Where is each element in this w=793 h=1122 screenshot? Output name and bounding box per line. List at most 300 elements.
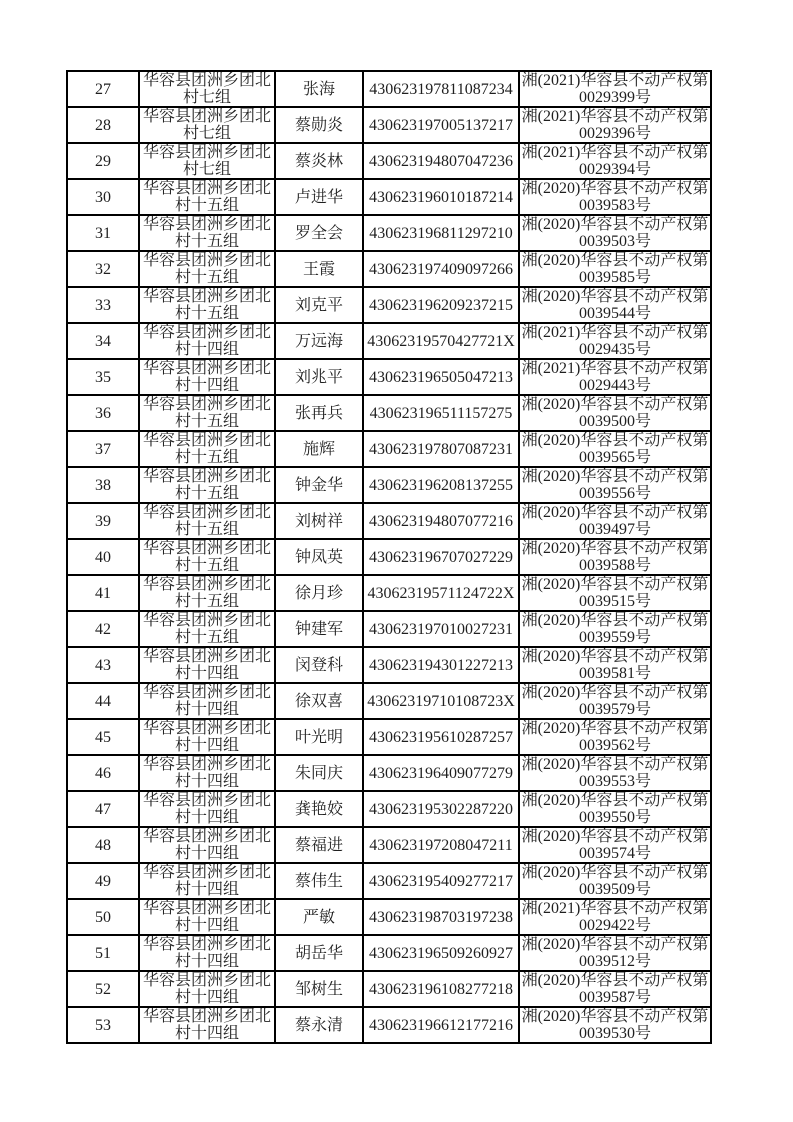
name-cell-line: 张再兵 — [294, 404, 343, 422]
row-number-cell-line: 51 — [95, 944, 111, 962]
certificate-cell-line: 湘(2020)华容县不动产权第 — [521, 576, 709, 593]
id-number-cell — [363, 503, 519, 539]
table-row — [67, 683, 711, 719]
address-cell — [139, 755, 275, 791]
id-number-cell-line: 430623196108277218 — [369, 980, 513, 998]
address-cell-line: 华容县团洲乡团北 — [142, 612, 271, 629]
row-number-cell — [67, 971, 139, 1007]
certificate-cell-line: 湘(2020)华容县不动产权第 — [521, 756, 709, 773]
address-cell — [139, 395, 275, 431]
table-row — [67, 1007, 711, 1043]
row-number-cell — [67, 71, 139, 107]
id-number-cell-line: 430623196612177216 — [369, 1016, 513, 1034]
certificate-cell-line: 0029394号 — [578, 161, 651, 178]
address-cell-line: 华容县团洲乡团北 — [142, 1008, 271, 1025]
row-number-cell-line: 28 — [95, 116, 111, 134]
id-number-cell — [363, 71, 519, 107]
table-row — [67, 575, 711, 611]
address-cell-line: 村十四组 — [174, 989, 239, 1006]
table-row — [67, 395, 711, 431]
row-number-cell — [67, 179, 139, 215]
row-number-cell — [67, 395, 139, 431]
address-cell — [139, 71, 275, 107]
certificate-cell-line: 0039512号 — [578, 953, 651, 970]
certificate-cell-line: 湘(2020)华容县不动产权第 — [521, 504, 709, 521]
certificate-cell-line: 湘(2020)华容县不动产权第 — [521, 684, 709, 701]
row-number-cell-line: 42 — [95, 620, 111, 638]
row-number-cell — [67, 539, 139, 575]
row-number-cell-line: 46 — [95, 764, 111, 782]
address-cell — [139, 359, 275, 395]
row-number-cell — [67, 611, 139, 647]
address-cell-line: 华容县团洲乡团北 — [142, 540, 271, 557]
row-number-cell-line: 30 — [95, 188, 111, 206]
row-number-cell — [67, 467, 139, 503]
name-cell — [275, 503, 363, 539]
address-cell-line: 村十四组 — [174, 377, 239, 394]
certificate-cell — [519, 935, 711, 971]
row-number-cell — [67, 1007, 139, 1043]
row-number-cell — [67, 935, 139, 971]
row-number-cell-line: 41 — [95, 584, 111, 602]
table-row — [67, 359, 711, 395]
certificate-cell-line: 0039556号 — [578, 485, 651, 502]
address-cell-line: 华容县团洲乡团北 — [142, 216, 271, 233]
table-row — [67, 323, 711, 359]
certificate-cell-line: 0039585号 — [578, 269, 651, 286]
table-row — [67, 251, 711, 287]
id-number-cell — [363, 575, 519, 611]
address-cell-line: 村十四组 — [174, 341, 239, 358]
address-cell — [139, 611, 275, 647]
address-cell-line: 华容县团洲乡团北 — [142, 972, 271, 989]
id-number-cell — [363, 971, 519, 1007]
certificate-cell — [519, 179, 711, 215]
row-number-cell — [67, 323, 139, 359]
name-cell-line: 卢进华 — [294, 188, 343, 206]
certificate-cell-line: 0039553号 — [578, 773, 651, 790]
name-cell-line: 蔡福进 — [294, 836, 343, 854]
row-number-cell-line: 49 — [95, 872, 111, 890]
name-cell — [275, 431, 363, 467]
certificate-cell-line: 0039500号 — [578, 413, 651, 430]
row-number-cell-line: 47 — [95, 800, 111, 818]
certificate-cell-line: 0039562号 — [578, 737, 651, 754]
row-number-cell — [67, 827, 139, 863]
id-number-cell-line: 430623197811087234 — [369, 80, 513, 98]
address-cell-line: 村十五组 — [174, 557, 239, 574]
certificate-cell-line: 0039588号 — [578, 557, 651, 574]
row-number-cell-line: 31 — [95, 224, 111, 242]
address-cell-line: 华容县团洲乡团北 — [142, 576, 271, 593]
certificate-cell-line: 湘(2020)华容县不动产权第 — [521, 432, 709, 449]
address-cell — [139, 863, 275, 899]
name-cell-line: 朱同庆 — [294, 764, 343, 782]
row-number-cell — [67, 251, 139, 287]
id-number-cell — [363, 179, 519, 215]
table-row — [67, 467, 711, 503]
id-number-cell-line: 43062319570427721X — [367, 332, 515, 350]
id-number-cell-line: 430623196509260927 — [369, 944, 513, 962]
row-number-cell — [67, 359, 139, 395]
id-number-cell — [363, 791, 519, 827]
address-cell-line: 村十五组 — [174, 233, 239, 250]
name-cell — [275, 539, 363, 575]
address-cell-line: 村十四组 — [174, 845, 239, 862]
name-cell — [275, 323, 363, 359]
certificate-cell-line: 0039559号 — [578, 629, 651, 646]
row-number-cell — [67, 719, 139, 755]
id-number-cell-line: 430623196209237215 — [369, 296, 513, 314]
id-number-cell — [363, 647, 519, 683]
row-number-cell — [67, 215, 139, 251]
id-number-cell-line: 430623197409097266 — [369, 260, 513, 278]
id-number-cell-line: 430623194807047236 — [369, 152, 513, 170]
certificate-cell-line: 湘(2020)华容县不动产权第 — [521, 1008, 709, 1025]
name-cell-line: 龚艳姣 — [294, 800, 343, 818]
address-cell-line: 华容县团洲乡团北 — [142, 648, 271, 665]
address-cell — [139, 251, 275, 287]
row-number-cell — [67, 755, 139, 791]
address-cell — [139, 431, 275, 467]
row-number-cell — [67, 503, 139, 539]
certificate-cell-line: 湘(2020)华容县不动产权第 — [521, 288, 709, 305]
certificate-cell — [519, 863, 711, 899]
name-cell-line: 叶光明 — [294, 728, 343, 746]
certificate-cell-line: 湘(2021)华容县不动产权第 — [521, 324, 709, 341]
address-cell — [139, 575, 275, 611]
id-number-cell — [363, 719, 519, 755]
name-cell — [275, 143, 363, 179]
address-cell — [139, 467, 275, 503]
row-number-cell — [67, 287, 139, 323]
address-cell-line: 华容县团洲乡团北 — [142, 180, 271, 197]
id-number-cell-line: 430623198703197238 — [369, 908, 513, 926]
name-cell — [275, 395, 363, 431]
address-cell — [139, 503, 275, 539]
address-cell-line: 华容县团洲乡团北 — [142, 900, 271, 917]
certificate-cell-line: 湘(2021)华容县不动产权第 — [521, 360, 709, 377]
name-cell-line: 蔡永清 — [294, 1016, 343, 1034]
certificate-cell-line: 湘(2020)华容县不动产权第 — [521, 792, 709, 809]
address-cell-line: 村十五组 — [174, 449, 239, 466]
name-cell — [275, 791, 363, 827]
certificate-cell-line: 湘(2020)华容县不动产权第 — [521, 216, 709, 233]
address-cell-line: 华容县团洲乡团北 — [142, 360, 271, 377]
id-number-cell-line: 430623197010027231 — [369, 620, 513, 638]
row-number-cell-line: 43 — [95, 656, 111, 674]
certificate-cell — [519, 143, 711, 179]
certificate-cell-line: 0039587号 — [578, 989, 651, 1006]
address-cell-line: 村十五组 — [174, 197, 239, 214]
address-cell — [139, 827, 275, 863]
address-cell-line: 华容县团洲乡团北 — [142, 792, 271, 809]
address-cell-line: 村十五组 — [174, 521, 239, 538]
certificate-cell-line: 0039574号 — [578, 845, 651, 862]
id-number-cell-line: 430623196505047213 — [369, 368, 513, 386]
id-number-cell-line: 430623196208137255 — [369, 476, 513, 494]
table-row — [67, 143, 711, 179]
address-cell-line: 村十四组 — [174, 773, 239, 790]
id-number-cell — [363, 395, 519, 431]
id-number-cell — [363, 899, 519, 935]
table-row — [67, 503, 711, 539]
certificate-cell-line: 0029422号 — [578, 917, 651, 934]
address-cell — [139, 215, 275, 251]
name-cell-line: 徐双喜 — [294, 692, 343, 710]
certificate-cell-line: 湘(2020)华容县不动产权第 — [521, 648, 709, 665]
id-number-cell — [363, 863, 519, 899]
id-number-cell — [363, 323, 519, 359]
address-cell-line: 华容县团洲乡团北 — [142, 684, 271, 701]
row-number-cell-line: 53 — [95, 1016, 111, 1034]
row-number-cell-line: 37 — [95, 440, 111, 458]
address-cell — [139, 539, 275, 575]
table-row — [67, 179, 711, 215]
row-number-cell-line: 36 — [95, 404, 111, 422]
name-cell — [275, 935, 363, 971]
address-cell-line: 村十五组 — [174, 305, 239, 322]
address-cell-line: 村十四组 — [174, 701, 239, 718]
certificate-cell — [519, 467, 711, 503]
address-cell-line: 华容县团洲乡团北 — [142, 828, 271, 845]
id-number-cell — [363, 935, 519, 971]
name-cell-line: 徐月珍 — [294, 584, 343, 602]
certificate-cell — [519, 323, 711, 359]
row-number-cell-line: 33 — [95, 296, 111, 314]
address-cell — [139, 791, 275, 827]
address-cell-line: 华容县团洲乡团北 — [142, 504, 271, 521]
name-cell-line: 胡岳华 — [294, 944, 343, 962]
row-number-cell-line: 32 — [95, 260, 111, 278]
address-cell-line: 村七组 — [182, 125, 231, 142]
address-cell — [139, 647, 275, 683]
name-cell — [275, 683, 363, 719]
name-cell — [275, 899, 363, 935]
certificate-cell-line: 0029396号 — [578, 125, 651, 142]
address-cell-line: 华容县团洲乡团北 — [142, 72, 271, 89]
certificate-cell — [519, 719, 711, 755]
address-cell-line: 华容县团洲乡团北 — [142, 864, 271, 881]
name-cell — [275, 71, 363, 107]
address-cell-line: 华容县团洲乡团北 — [142, 432, 271, 449]
id-number-cell — [363, 143, 519, 179]
id-number-cell-line: 430623196409077279 — [369, 764, 513, 782]
address-cell-line: 村十四组 — [174, 737, 239, 754]
table-body — [67, 71, 711, 1043]
certificate-cell-line: 湘(2020)华容县不动产权第 — [521, 540, 709, 557]
id-number-cell — [363, 467, 519, 503]
row-number-cell-line: 40 — [95, 548, 111, 566]
row-number-cell-line: 45 — [95, 728, 111, 746]
id-number-cell-line: 430623195302287220 — [369, 800, 513, 818]
id-number-cell-line: 430623196010187214 — [369, 188, 513, 206]
id-number-cell-line: 430623196811297210 — [369, 224, 513, 242]
name-cell-line: 施辉 — [302, 440, 335, 458]
certificate-cell-line: 湘(2020)华容县不动产权第 — [521, 468, 709, 485]
certificate-cell-line: 0039581号 — [578, 665, 651, 682]
certificate-cell — [519, 287, 711, 323]
address-cell-line: 华容县团洲乡团北 — [142, 720, 271, 737]
id-number-cell-line: 430623194807077216 — [369, 512, 513, 530]
id-number-cell — [363, 611, 519, 647]
table-row — [67, 827, 711, 863]
certificate-cell — [519, 683, 711, 719]
name-cell — [275, 215, 363, 251]
name-cell-line: 蔡炎林 — [294, 152, 343, 170]
certificate-cell — [519, 359, 711, 395]
id-number-cell — [363, 1007, 519, 1043]
row-number-cell-line: 44 — [95, 692, 111, 710]
row-number-cell — [67, 899, 139, 935]
name-cell — [275, 827, 363, 863]
certificate-cell — [519, 215, 711, 251]
address-cell-line: 村七组 — [182, 161, 231, 178]
certificate-cell-line: 湘(2021)华容县不动产权第 — [521, 72, 709, 89]
address-cell-line: 村十四组 — [174, 953, 239, 970]
address-cell — [139, 323, 275, 359]
id-number-cell — [363, 431, 519, 467]
table-row — [67, 107, 711, 143]
id-number-cell-line: 430623197807087231 — [369, 440, 513, 458]
certificate-cell-line: 0039583号 — [578, 197, 651, 214]
name-cell-line: 钟金华 — [294, 476, 343, 494]
certificate-cell — [519, 503, 711, 539]
certificate-cell-line: 0039509号 — [578, 881, 651, 898]
certificate-cell-line: 0039497号 — [578, 521, 651, 538]
certificate-cell — [519, 647, 711, 683]
table-row — [67, 971, 711, 1007]
id-number-cell — [363, 287, 519, 323]
address-cell-line: 华容县团洲乡团北 — [142, 936, 271, 953]
certificate-cell-line: 湘(2021)华容县不动产权第 — [521, 900, 709, 917]
address-cell-line: 华容县团洲乡团北 — [142, 108, 271, 125]
address-cell — [139, 935, 275, 971]
certificate-cell-line: 湘(2020)华容县不动产权第 — [521, 936, 709, 953]
address-cell-line: 华容县团洲乡团北 — [142, 756, 271, 773]
certificate-cell — [519, 755, 711, 791]
table-row — [67, 647, 711, 683]
name-cell-line: 张海 — [302, 80, 335, 98]
certificate-cell-line: 湘(2020)华容县不动产权第 — [521, 864, 709, 881]
certificate-cell — [519, 431, 711, 467]
table-row — [67, 755, 711, 791]
address-cell — [139, 143, 275, 179]
name-cell — [275, 179, 363, 215]
row-number-cell — [67, 431, 139, 467]
row-number-cell — [67, 575, 139, 611]
table-row — [67, 71, 711, 107]
certificate-cell — [519, 827, 711, 863]
row-number-cell-line: 35 — [95, 368, 111, 386]
row-number-cell — [67, 107, 139, 143]
address-cell — [139, 683, 275, 719]
name-cell — [275, 611, 363, 647]
name-cell-line: 刘克平 — [294, 296, 343, 314]
certificate-cell-line: 湘(2020)华容县不动产权第 — [521, 828, 709, 845]
certificate-cell-line: 0029399号 — [578, 89, 651, 106]
address-cell-line: 村十四组 — [174, 809, 239, 826]
id-number-cell-line: 430623196511157275 — [369, 404, 513, 422]
address-cell-line: 华容县团洲乡团北 — [142, 144, 271, 161]
address-cell-line: 村十五组 — [174, 593, 239, 610]
address-cell-line: 村十四组 — [174, 881, 239, 898]
certificate-cell — [519, 791, 711, 827]
name-cell-line: 严敏 — [302, 908, 335, 926]
certificate-cell — [519, 395, 711, 431]
table-row — [67, 719, 711, 755]
table-row — [67, 287, 711, 323]
address-cell-line: 村十五组 — [174, 413, 239, 430]
address-cell — [139, 1007, 275, 1043]
certificate-cell — [519, 971, 711, 1007]
name-cell-line: 邹树生 — [294, 980, 343, 998]
id-number-cell — [363, 683, 519, 719]
row-number-cell-line: 38 — [95, 476, 111, 494]
certificate-cell-line: 0039544号 — [578, 305, 651, 322]
certificate-cell — [519, 539, 711, 575]
certificate-cell-line: 湘(2021)华容县不动产权第 — [521, 108, 709, 125]
row-number-cell — [67, 863, 139, 899]
table-row — [67, 539, 711, 575]
row-number-cell — [67, 647, 139, 683]
row-number-cell — [67, 143, 139, 179]
id-number-cell — [363, 755, 519, 791]
address-cell-line: 华容县团洲乡团北 — [142, 252, 271, 269]
name-cell-line: 钟建军 — [294, 620, 343, 638]
name-cell-line: 闵登科 — [294, 656, 343, 674]
address-cell-line: 村十五组 — [174, 269, 239, 286]
certificate-cell-line: 0039579号 — [578, 701, 651, 718]
name-cell-line: 王霞 — [302, 260, 335, 278]
row-number-cell-line: 27 — [95, 80, 111, 98]
address-cell — [139, 719, 275, 755]
id-number-cell-line: 43062319710108723X — [367, 692, 515, 710]
name-cell — [275, 107, 363, 143]
certificate-cell — [519, 1007, 711, 1043]
property-rights-table — [66, 70, 712, 1044]
certificate-cell — [519, 107, 711, 143]
row-number-cell-line: 29 — [95, 152, 111, 170]
certificate-cell-line: 湘(2020)华容县不动产权第 — [521, 720, 709, 737]
name-cell-line: 刘兆平 — [294, 368, 343, 386]
table-row — [67, 791, 711, 827]
row-number-cell-line: 34 — [95, 332, 111, 350]
name-cell-line: 万远海 — [294, 332, 343, 350]
certificate-cell-line: 湘(2020)华容县不动产权第 — [521, 252, 709, 269]
address-cell-line: 村十四组 — [174, 917, 239, 934]
name-cell — [275, 467, 363, 503]
id-number-cell — [363, 215, 519, 251]
table-row — [67, 863, 711, 899]
name-cell-line: 蔡勋炎 — [294, 116, 343, 134]
certificate-cell-line: 湘(2020)华容县不动产权第 — [521, 180, 709, 197]
id-number-cell-line: 430623197005137217 — [369, 116, 513, 134]
name-cell — [275, 575, 363, 611]
address-cell — [139, 899, 275, 935]
certificate-cell-line: 0039515号 — [578, 593, 651, 610]
certificate-cell — [519, 251, 711, 287]
certificate-cell-line: 湘(2020)华容县不动产权第 — [521, 612, 709, 629]
address-cell-line: 华容县团洲乡团北 — [142, 468, 271, 485]
row-number-cell-line: 52 — [95, 980, 111, 998]
id-number-cell-line: 430623196707027229 — [369, 548, 513, 566]
certificate-cell-line: 0029435号 — [578, 341, 651, 358]
table-row — [67, 431, 711, 467]
id-number-cell — [363, 359, 519, 395]
certificate-cell-line: 湘(2020)华容县不动产权第 — [521, 972, 709, 989]
address-cell-line: 村十五组 — [174, 629, 239, 646]
